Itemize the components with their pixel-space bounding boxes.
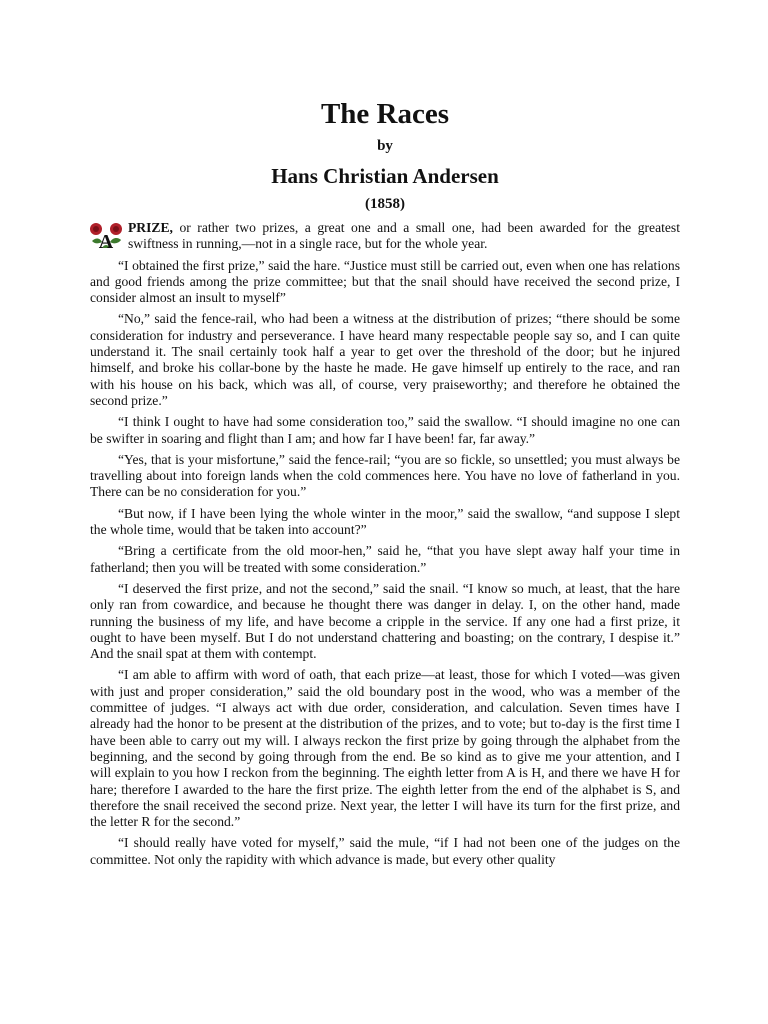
paragraph: “Bring a certificate from the old moor-hen,” said he, “that you have slept away half your time in fatherland; then you will be treated with some consideration.” — [90, 543, 680, 575]
paragraph: “No,” said the fence-rail, who had been a witness at the distribution of prizes; “there should be some consideration for industry and perseverance. I have heard many respectable people say so, and I can quite understand it. The snail certainly took half a year to get over the threshold of the door; but he injured himself, and broke his collar-bone by the haste he made. He gave himself up entirely to the race, and ran with his house on his back, which was all, of course, very praiseworthy; and therefore he obtained the second prize.” — [90, 311, 680, 408]
paragraph: “I should really have voted for myself,” said the mule, “if I had not been one of the judges on the committee. Not only the rapidity with which advance is made, but every other quality — [90, 835, 680, 867]
paragraph: “Yes, that is your misfortune,” said the fence-rail; “you are so fickle, so unsettled; you must always be travelling about into foreign lands when the cold commences here. You have no love of fatherland in you. There can be no consideration for you.” — [90, 451, 680, 500]
publication-year: (1858) — [365, 196, 405, 212]
byline-by: by — [377, 138, 393, 154]
story-title: The Races — [320, 98, 450, 130]
story-body — [90, 220, 680, 868]
dropcap-letter: A — [98, 231, 114, 251]
lead-word: PRIZE, — [128, 220, 173, 235]
author-name: Hans Christian Andersen — [271, 164, 499, 188]
paragraph: “I think I ought to have had some consideration too,” said the swallow. “I should imagine no one can be swifter in soaring and flight than I am; and how far I have been! far, far away.” — [90, 414, 680, 446]
first-paragraph-text: or rather two prizes, a great one and a small one, had been awarded for the greatest swiftness in running,—not in a single race, but for the whole year. — [128, 220, 680, 252]
paragraph: “I deserved the first prize, and not the second,” said the snail. “I know so much, at least, that the hare only ran from cowardice, and because he thought there was danger in delay. I, on the other hand, made running the business of my life, and have become a cripple in the service. If any one had a first prize, it ought to have been myself. But I do not understand chattering and boasting; on the contrary, I despise it.” And the snail spat at them with contempt. — [90, 580, 680, 662]
first-paragraph — [90, 220, 680, 253]
paragraph: “I obtained the first prize,” said the hare. “Justice must still be carried out, even when one has relations and good friends among the prize committee; but that the snail should have received the second prize, I consider almost an insult to myself” — [90, 257, 680, 306]
decorated-dropcap-icon — [88, 221, 124, 251]
paragraph: “But now, if I have been lying the whole winter in the moor,” said the swallow, “and suppose I slept the whole time, would that be taken into account?” — [90, 505, 680, 538]
paragraph: “I am able to affirm with word of oath, that each prize—at least, those for which I voted—was given with just and proper consideration,” said the old boundary post in the wood, who was a member of the committee of judges. “I always act with due order, consideration, and calculation. Seven times have I already had the honor to be present at the distribution of the prizes, and to vote; but to-day is the first time I have been able to carry out my will. I always reckon the first prize by going through the alphabet from the beginning, and the second by going through from the end. Be so kind as to give me your attention, and I will explain to you how I reckon from the beginning. The eighth letter from A is H, and there we have H for hare; therefore I awarded to the hare the first prize. The eighth letter from the end of the alphabet is S, and therefore the snail received the second prize. Next year, the letter I will have its turn for the first prize, and the letter R for the second.” — [90, 667, 680, 830]
